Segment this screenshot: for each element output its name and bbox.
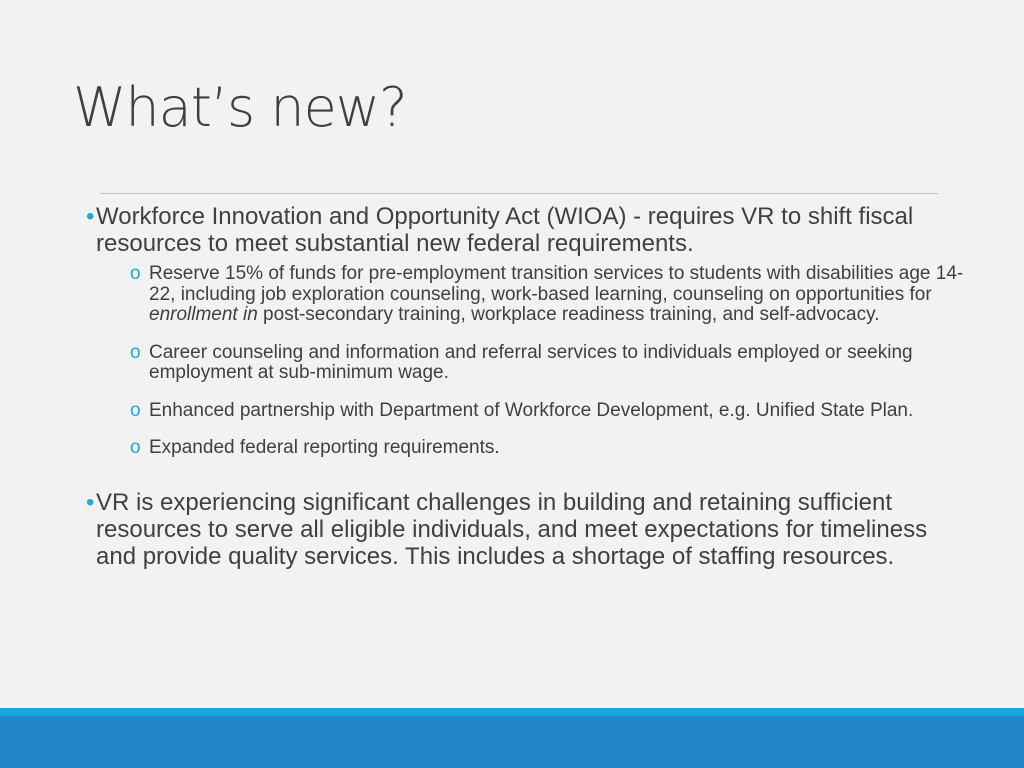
bullet-text: VR is experiencing significant challenges in building and retaining sufficient resources to serve all eligible individuals, and meet expectations for timeliness and provide quality services. This includes a shortage of staffing resources.: [96, 488, 928, 570]
bullet-wioa: [86, 203, 966, 459]
sub-bullet-text: Reserve 15% of funds for pre-employment transition services to students with disabilities age 14-22, including job exploration counseling, work-based learning, counseling on opportunities for: [149, 263, 964, 305]
bullet-vr-challenges: [86, 489, 966, 570]
sub-bullet-partnership: [96, 401, 966, 422]
footer-band: [0, 716, 1024, 768]
sub-bullet-reporting: [96, 438, 966, 459]
sub-bullet-career-counseling: [96, 343, 966, 384]
sub-bullet-marker: o: [130, 399, 141, 421]
bullet-text: Workforce Innovation and Opportunity Act (WIOA) - requires VR to shift fiscal resources to meet substantial new federal requirements.: [96, 203, 914, 257]
slide-title: What’s new?: [73, 76, 407, 139]
footer-band-accent: [0, 708, 1024, 716]
sub-bullet-marker: o: [130, 263, 141, 284]
sub-bullet-text: Career counseling and information and referral services to individuals employed or seeking employment at sub-minimum wage.: [149, 341, 913, 383]
sub-bullet-marker: o: [130, 437, 141, 458]
sub-bullet-list: [96, 264, 966, 459]
title-divider: [100, 193, 938, 194]
sub-bullet-text-end: post-secondary training, workplace readiness training, and self-advocacy.: [257, 304, 880, 325]
sub-bullet-reserve-funds: [96, 264, 966, 326]
sub-bullet-emphasis: enrollment in: [149, 304, 258, 325]
slide-content: [86, 203, 966, 570]
sub-bullet-marker: o: [130, 341, 141, 363]
sub-bullet-text: Expanded federal reporting requirements.: [149, 437, 500, 458]
sub-bullet-text: Enhanced partnership with Department of Workforce Development, e.g. Unified State Plan.: [149, 399, 914, 421]
bullet-marker: •: [86, 203, 95, 230]
bullet-marker: •: [86, 488, 95, 516]
